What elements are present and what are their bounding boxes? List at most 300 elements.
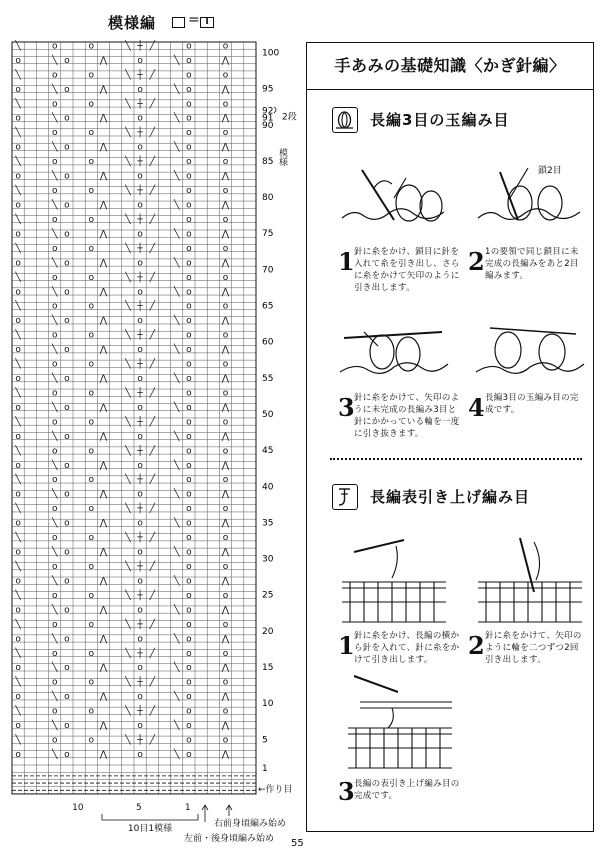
- chart-symbol: ┼: [137, 590, 143, 601]
- chart-symbol: ⋀: [221, 749, 230, 760]
- chart-symbol: o: [137, 374, 143, 385]
- chart-symbol: ⋀: [99, 345, 108, 356]
- chart-symbol: o: [186, 99, 192, 110]
- chart-symbol: o: [64, 576, 70, 587]
- chart-symbol: ╲: [51, 84, 58, 95]
- chart-symbol: ╱: [149, 388, 156, 399]
- front-post-icon: [332, 484, 358, 510]
- chart-symbol: o: [186, 157, 192, 168]
- chart-symbol: o: [64, 171, 70, 182]
- chart-symbol: ╱: [149, 619, 156, 630]
- chart-symbol: o: [88, 533, 95, 544]
- chart-symbol: o: [64, 431, 70, 442]
- chart-symbol: ⋀: [221, 692, 230, 703]
- chart-symbol: ╲: [15, 446, 21, 457]
- chart-symbol: o: [186, 446, 192, 457]
- foundation-label: ←作り目: [258, 784, 293, 795]
- fp-step3-text: 長編の表引き上げ編み目の完成です。: [354, 779, 460, 801]
- chart-symbol: ╲: [15, 301, 21, 312]
- row-number: 70: [262, 265, 274, 276]
- chart-symbol: o: [15, 576, 21, 587]
- chart-symbol: ╲: [15, 99, 21, 110]
- chart-symbol: o: [222, 561, 229, 572]
- chart-symbol: o: [15, 142, 21, 153]
- row-number: 60: [262, 337, 274, 348]
- chart-symbol: ╲: [51, 345, 58, 356]
- chart-symbol: ⋀: [99, 229, 108, 240]
- chart-symbol: o: [15, 692, 21, 703]
- chart-symbol: o: [51, 70, 58, 81]
- chart-symbol: o: [186, 576, 192, 587]
- row-number: 15: [262, 663, 274, 674]
- chart-symbol: ⋀: [99, 460, 108, 471]
- chart-symbol: ╲: [173, 518, 180, 529]
- chart-symbol: ┼: [137, 157, 143, 168]
- section2-title: 長編表引き上げ編み目: [370, 488, 531, 506]
- chart-symbol: o: [186, 388, 192, 399]
- chart-symbol: ⋀: [99, 55, 108, 66]
- chart-symbol: o: [88, 706, 95, 717]
- chart-symbol: o: [222, 214, 229, 225]
- chart-grid: [12, 42, 256, 794]
- chart-symbol: o: [222, 359, 229, 370]
- chart-symbol: o: [186, 55, 192, 66]
- chart-symbol: ╲: [173, 489, 180, 500]
- chart-symbol: ╲: [173, 431, 180, 442]
- chart-symbol: o: [88, 561, 95, 572]
- chart-symbol: o: [88, 128, 95, 139]
- chart-symbol: ⋀: [221, 171, 230, 182]
- chart-symbol: ┼: [137, 648, 143, 659]
- chart-symbol: o: [51, 706, 58, 717]
- chart-symbol: ╲: [15, 272, 21, 283]
- chart-symbol: ⋀: [99, 200, 108, 211]
- fp-step2-number: 2: [468, 631, 485, 660]
- chart-symbol: o: [64, 113, 70, 124]
- chart-symbol: o: [64, 55, 70, 66]
- chart-symbol: ⋀: [99, 258, 108, 269]
- chart-symbol: ⋀: [221, 663, 230, 674]
- chart-symbol: ╱: [149, 706, 156, 717]
- chart-symbol: ╲: [51, 142, 58, 153]
- chart-symbol: o: [15, 55, 21, 66]
- row-number: 75: [262, 229, 274, 240]
- chart-symbol: ┼: [137, 561, 143, 572]
- chart-symbol: o: [51, 157, 58, 168]
- chart-symbol: o: [88, 619, 95, 630]
- chart-symbol: ╱: [149, 41, 156, 52]
- chart-symbol: o: [64, 460, 70, 471]
- chart-symbol: ╲: [173, 663, 180, 674]
- row-number: 20: [262, 626, 274, 637]
- chart-symbol: o: [51, 590, 58, 601]
- step4-text: 長編3目の玉編み目の完成です。: [485, 393, 579, 415]
- step3-illustration: [334, 312, 454, 392]
- chart-symbol: ╲: [125, 272, 131, 283]
- chart-symbol: ╱: [149, 214, 156, 225]
- chart-symbol: o: [186, 518, 192, 529]
- chart-symbol: o: [64, 634, 70, 645]
- chart-symbol: ┼: [137, 475, 143, 486]
- chart-symbol: o: [15, 518, 21, 529]
- fp-step1-illustration: [334, 532, 454, 628]
- chart-symbol: ┼: [137, 533, 143, 544]
- legend-dc-symbol: I: [200, 17, 214, 28]
- bottom-tick: 1: [184, 803, 191, 813]
- chart-symbol: ╲: [15, 388, 21, 399]
- chart-symbol: ╲: [15, 475, 21, 486]
- chart-symbol: o: [51, 533, 58, 544]
- chart-symbol: ╲: [51, 721, 58, 732]
- chart-symbol: ╲: [125, 533, 131, 544]
- chart-symbol: ╲: [15, 359, 21, 370]
- chart-symbol: ╲: [51, 518, 58, 529]
- chart-symbol: o: [64, 605, 70, 616]
- chart-symbol: ╲: [125, 561, 131, 572]
- chart-symbol: ╲: [173, 84, 180, 95]
- chart-symbol: ⋀: [99, 547, 108, 558]
- chart-symbol: o: [88, 417, 95, 428]
- chart-symbol: ╲: [125, 359, 131, 370]
- chart-symbol: ┼: [137, 417, 143, 428]
- chart-symbol: ╲: [173, 316, 180, 327]
- chart-symbol: o: [88, 41, 95, 52]
- chart-symbol: o: [88, 186, 95, 197]
- chart-symbol: o: [186, 561, 192, 572]
- step2-number: 2: [468, 247, 485, 276]
- chart-symbol: o: [222, 590, 229, 601]
- chart-symbol: ┼: [137, 301, 143, 312]
- chart-symbol: o: [15, 345, 21, 356]
- chart-symbol: o: [137, 402, 143, 413]
- chart-symbol: ╲: [15, 677, 21, 688]
- chart-symbol: o: [186, 374, 192, 385]
- chart-symbol: o: [137, 576, 143, 587]
- chart-symbol: ⋀: [221, 489, 230, 500]
- chart-symbol: o: [15, 316, 21, 327]
- chart-symbol: ╲: [125, 388, 131, 399]
- chart-symbol: ┼: [137, 735, 143, 746]
- chart-symbol: ╲: [125, 648, 131, 659]
- chart-symbol: o: [222, 533, 229, 544]
- chart-symbol: ⋀: [221, 460, 230, 471]
- chart-symbol: ╲: [125, 99, 131, 110]
- chart-symbol: o: [64, 547, 70, 558]
- chart-symbol: ╲: [173, 171, 180, 182]
- chart-symbol: ╲: [173, 142, 180, 153]
- chart-symbol: ╱: [149, 648, 156, 659]
- chart-symbol: ╲: [51, 200, 58, 211]
- chart-symbol: o: [222, 648, 229, 659]
- chart-symbol: ⋀: [99, 692, 108, 703]
- chart-symbol: ┼: [137, 388, 143, 399]
- chart-symbol: ╲: [51, 634, 58, 645]
- chart-symbol: ⋀: [221, 721, 230, 732]
- chart-symbol: ┼: [137, 706, 143, 717]
- chart-symbol: ⋀: [99, 663, 108, 674]
- chart-symbol: ┼: [137, 619, 143, 630]
- chart-symbol: ⋀: [99, 113, 108, 124]
- chart-symbol: o: [51, 388, 58, 399]
- chart-symbol: ┼: [137, 243, 143, 254]
- row-number: 45: [262, 446, 274, 457]
- left-start-arrow: [202, 805, 208, 822]
- chart-symbol: ⋀: [221, 547, 230, 558]
- chart-symbol: ╱: [149, 504, 156, 515]
- chart-symbol: ╱: [149, 272, 156, 283]
- puff-stitch-icon: [332, 107, 358, 133]
- chart-symbol: o: [186, 663, 192, 674]
- chart-symbol: ⋀: [99, 518, 108, 529]
- chart-symbol: o: [137, 113, 143, 124]
- panel-header: 手あみの基礎知識〈かぎ針編〉: [306, 42, 594, 90]
- chart-symbol: o: [15, 460, 21, 471]
- step1-text: 針に糸をかけ、鎖目に針を入れて糸を引き出し、さらに糸をかけて矢印のように引き出します。: [354, 247, 460, 293]
- chart-symbol: ╲: [125, 157, 131, 168]
- chart-symbol: o: [137, 200, 143, 211]
- chart-symbol: ⋀: [99, 84, 108, 95]
- row-number: 55: [262, 373, 274, 384]
- chart-symbol: ╲: [173, 547, 180, 558]
- chart-symbol: ╲: [15, 243, 21, 254]
- row-number: 92: [262, 106, 274, 117]
- chart-symbol: o: [186, 417, 192, 428]
- chart-symbol: o: [15, 749, 21, 760]
- chart-symbol: o: [88, 214, 95, 225]
- page-number: 55: [291, 838, 304, 849]
- chart-symbol: ╱: [149, 301, 156, 312]
- chart-symbol: ╲: [51, 663, 58, 674]
- fp-step3-illustration: [340, 672, 460, 772]
- chart-symbol: o: [51, 677, 58, 688]
- chart-symbol: ⋀: [221, 634, 230, 645]
- row-number: 65: [262, 301, 274, 312]
- row-number: 95: [262, 84, 274, 95]
- bottom-tick: 10: [72, 803, 84, 813]
- chart-symbol: ╲: [51, 171, 58, 182]
- chart-symbol: ⋀: [221, 316, 230, 327]
- row-number: 85: [262, 156, 274, 167]
- chart-symbol: ╲: [125, 735, 131, 746]
- chart-symbol: o: [186, 128, 192, 139]
- chart-symbol: o: [51, 504, 58, 515]
- chart-symbol: o: [186, 692, 192, 703]
- chart-symbol: ╲: [173, 692, 180, 703]
- chart-symbol: o: [186, 41, 192, 52]
- chart-symbol: o: [222, 735, 229, 746]
- chart-symbol: o: [64, 374, 70, 385]
- chart-symbol: ╲: [15, 186, 21, 197]
- chart-symbol: o: [137, 489, 143, 500]
- fp-step1-number: 1: [338, 631, 355, 660]
- chart-symbol: o: [64, 489, 70, 500]
- step2-callout: 鎖2目: [538, 166, 562, 176]
- chart-symbol: ╲: [125, 417, 131, 428]
- step1-illustration: [334, 158, 454, 238]
- chart-symbol: o: [88, 301, 95, 312]
- chart-symbol: o: [15, 171, 21, 182]
- chart-symbol: o: [186, 171, 192, 182]
- row-number: 1: [262, 764, 268, 775]
- chart-symbol: ╱: [149, 330, 156, 341]
- chart-symbol: o: [64, 142, 70, 153]
- chart-symbol: o: [15, 200, 21, 211]
- legend-equals: =: [188, 12, 200, 28]
- chart-symbol: ╱: [149, 417, 156, 428]
- chart-symbol: o: [51, 186, 58, 197]
- chart-symbol: o: [222, 446, 229, 457]
- chart-symbol: ┼: [137, 677, 143, 688]
- chart-symbol: o: [51, 99, 58, 110]
- chart-symbol: o: [51, 243, 58, 254]
- step2-text: 1の要領で同じ鎖目に未完成の長編みをあと2目編みます。: [485, 247, 579, 281]
- chart-symbol: ╲: [51, 692, 58, 703]
- chart-symbol: ╲: [125, 706, 131, 717]
- chart-symbol: o: [137, 605, 143, 616]
- chart-symbol: o: [51, 648, 58, 659]
- chart-symbol: o: [88, 735, 95, 746]
- chart-symbol: ⋀: [99, 374, 108, 385]
- chart-symbol: ╲: [173, 113, 180, 124]
- chart-symbol: o: [137, 55, 143, 66]
- note-two-rows: 2段: [282, 112, 297, 123]
- chart-symbol: o: [137, 431, 143, 442]
- chart-symbol: ⋀: [221, 518, 230, 529]
- chart-symbol: ╱: [149, 533, 156, 544]
- chart-symbol: o: [51, 619, 58, 630]
- chart-symbol: ╲: [173, 402, 180, 413]
- chart-symbol: o: [88, 330, 95, 341]
- chart-symbol: o: [186, 113, 192, 124]
- chart-symbol: ╲: [173, 721, 180, 732]
- row-number: 80: [262, 193, 274, 204]
- chart-symbol: o: [15, 431, 21, 442]
- row-number: 25: [262, 590, 274, 601]
- step3-number: 3: [338, 393, 355, 422]
- chart-symbol: ⋀: [221, 113, 230, 124]
- chart-symbol: ╲: [51, 316, 58, 327]
- chart-symbol: o: [64, 692, 70, 703]
- chart-symbol: o: [15, 605, 21, 616]
- fp-step1-text: 針に糸をかけ、長編の横から針を入れて、針に糸をかけて引き出します。: [354, 631, 460, 665]
- chart-symbol: ╲: [51, 113, 58, 124]
- chart-symbol: ⋀: [99, 634, 108, 645]
- chart-title: 模様編: [108, 14, 157, 32]
- chart-symbol: o: [186, 345, 192, 356]
- chart-symbol: o: [186, 316, 192, 327]
- chart-symbol: ╲: [15, 619, 21, 630]
- right-front-start: 右前身頃編み始め: [214, 819, 287, 829]
- chart-symbol: ╲: [173, 258, 180, 269]
- chart-symbol: o: [15, 547, 21, 558]
- left-front-start: 左前・後身頃編み始め: [184, 834, 275, 844]
- fp-step2-illustration: [470, 532, 590, 628]
- chart-symbol: o: [222, 475, 229, 486]
- chart-symbol: ╲: [15, 590, 21, 601]
- chart-symbol: o: [88, 504, 95, 515]
- chart-symbol: ⋀: [221, 229, 230, 240]
- chart-symbol: o: [222, 70, 229, 81]
- chart-symbol: ⋀: [99, 749, 108, 760]
- chart-symbol: o: [186, 547, 192, 558]
- chart-symbol: ╲: [51, 374, 58, 385]
- chart-symbol: o: [186, 489, 192, 500]
- chart-symbol: o: [88, 70, 95, 81]
- chart-symbol: o: [15, 721, 21, 732]
- chart-symbol: o: [186, 431, 192, 442]
- chart-symbol: ╲: [173, 345, 180, 356]
- chart-symbol: ⋀: [221, 431, 230, 442]
- chart-symbol: ┼: [137, 214, 143, 225]
- section1-title: 長編3目の玉編み目: [370, 111, 510, 129]
- chart-symbol: o: [186, 475, 192, 486]
- chart-symbol: o: [186, 402, 192, 413]
- chart-symbol: ╲: [125, 330, 131, 341]
- chart-symbol: o: [51, 330, 58, 341]
- chart-symbol: o: [64, 229, 70, 240]
- chart-symbol: o: [186, 648, 192, 659]
- repeat-bracket: [102, 814, 198, 820]
- chart-symbol: o: [222, 186, 229, 197]
- chart-symbol: o: [186, 258, 192, 269]
- chart-symbol: o: [64, 518, 70, 529]
- chart-symbol: o: [51, 214, 58, 225]
- chart-symbol: ╱: [149, 70, 156, 81]
- chart-symbol: o: [88, 648, 95, 659]
- chart-symbol: ┼: [137, 70, 143, 81]
- row-number: 10: [262, 699, 274, 710]
- chart-symbol: o: [88, 243, 95, 254]
- chart-symbol: o: [186, 735, 192, 746]
- chart-symbol: o: [88, 475, 95, 486]
- chart-symbol: o: [88, 446, 95, 457]
- chart-symbol: ┼: [137, 41, 143, 52]
- chart-symbol: o: [64, 663, 70, 674]
- chart-symbol: ╲: [15, 648, 21, 659]
- step3-text: 針に糸をかけて、矢印のように未完成の長編み3目と針にかかっている輪を一度に引き抜きます。: [354, 393, 460, 439]
- chart-symbol: ╲: [173, 200, 180, 211]
- chart-symbol: o: [15, 229, 21, 240]
- chart-symbol: ╲: [15, 706, 21, 717]
- chart-symbol: ╱: [149, 157, 156, 168]
- chart-symbol: ╲: [125, 619, 131, 630]
- chart-symbol: o: [186, 142, 192, 153]
- chart-symbol: o: [186, 721, 192, 732]
- chart-symbol: ┼: [137, 504, 143, 515]
- note-pattern: 模様: [277, 148, 287, 167]
- chart-symbol: ╲: [125, 70, 131, 81]
- chart-symbol: ╲: [173, 287, 180, 298]
- chart-symbol: o: [15, 84, 21, 95]
- chart-symbol: o: [15, 663, 21, 674]
- chart-symbol: o: [186, 272, 192, 283]
- chart-symbol: ⋀: [99, 605, 108, 616]
- chart-symbol: ╲: [173, 460, 180, 471]
- chart-symbol: ╲: [15, 561, 21, 572]
- chart-symbol: o: [186, 677, 192, 688]
- chart-symbol: o: [186, 214, 192, 225]
- chart-symbol: ╲: [173, 374, 180, 385]
- chart-symbol: ┼: [137, 330, 143, 341]
- chart-symbol: o: [186, 749, 192, 760]
- chart-symbol: o: [186, 619, 192, 630]
- chart-symbol: ╲: [51, 258, 58, 269]
- chart-symbol: ╲: [173, 229, 180, 240]
- chart-symbol: ⋀: [99, 316, 108, 327]
- chart-symbol: ╲: [125, 214, 131, 225]
- chart-symbol: ⋀: [221, 287, 230, 298]
- chart-symbol: o: [186, 229, 192, 240]
